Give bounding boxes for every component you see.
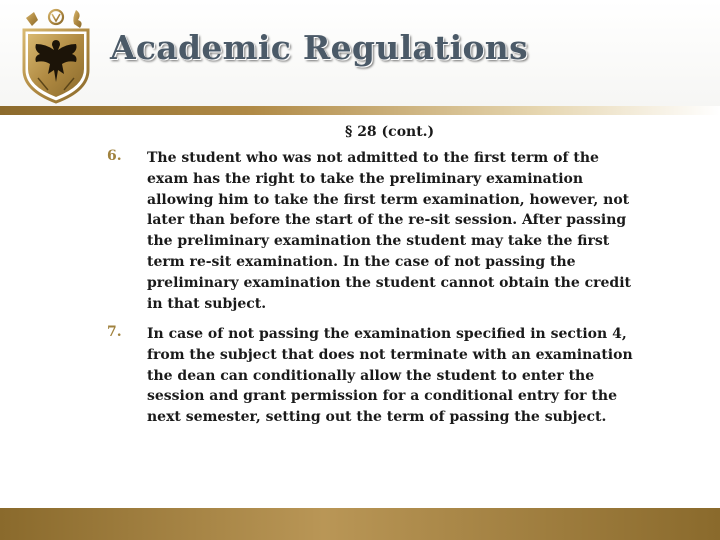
text-line: preliminary examination the student cannot obtain the credit [147, 274, 632, 291]
footer-bar [0, 508, 720, 540]
item-text-7 [147, 324, 713, 428]
text-line: in that subject. [147, 295, 267, 312]
text-line: In case of not passing the examination specified in section 4, [147, 326, 627, 342]
text-line: allowing him to take the first term examination, however, not [147, 191, 630, 208]
slide-title: Academic Regulations [110, 28, 528, 67]
text-line: exam has the right to take the preliminary examination [147, 170, 584, 187]
text-line: the preliminary examination the student may take the first [147, 233, 610, 250]
text-line: from the subject that does not terminate with an examination [147, 346, 633, 363]
item-number-7: 7. [107, 324, 122, 340]
text-line: next semester, setting out the term of passing the subject. [147, 409, 607, 426]
section-heading: § 28 (cont.) [345, 124, 435, 140]
text-line: later than before the start of the re-sit session. After passing [147, 212, 627, 229]
text-line: The student who was not admitted to the first term of the [147, 150, 599, 166]
text-line: session and grant permission for a conditional entry for the [147, 388, 617, 405]
text-line: term re-sit examination. In the case of not passing the [147, 253, 576, 270]
item-number-6: 6. [107, 148, 122, 164]
text-line: the dean can conditionally allow the student to enter the [147, 367, 595, 384]
item-text-6 [147, 148, 713, 314]
